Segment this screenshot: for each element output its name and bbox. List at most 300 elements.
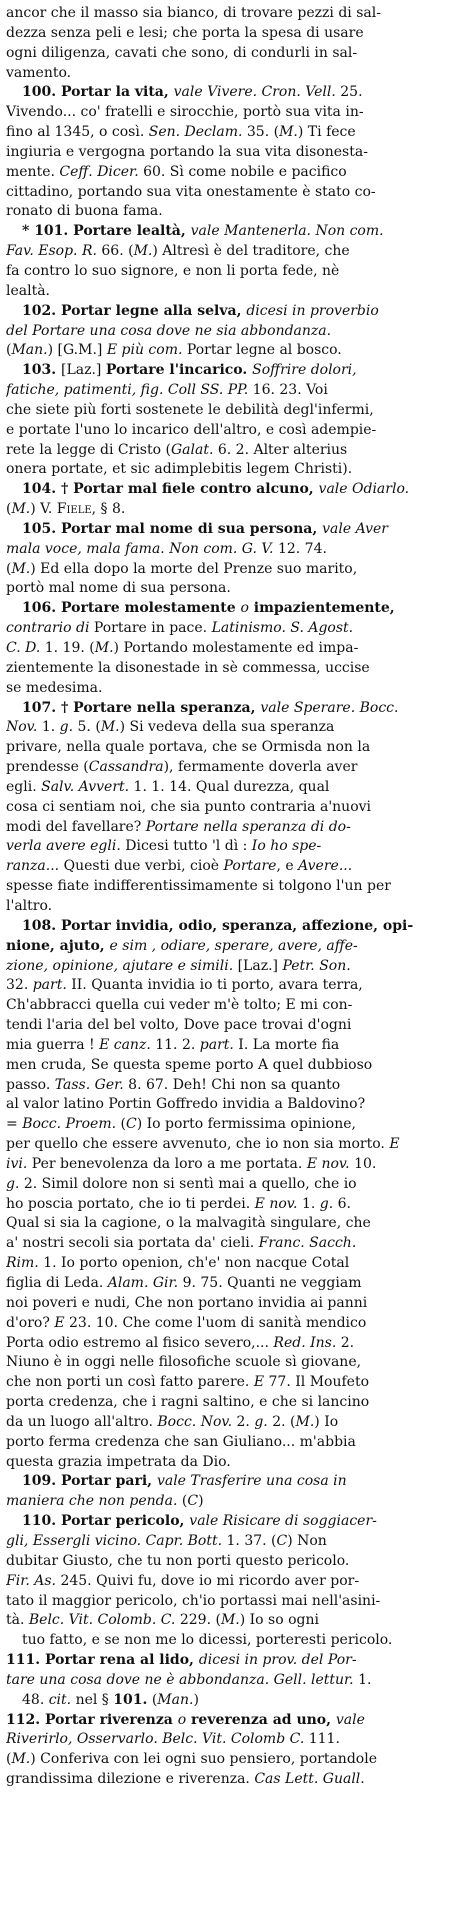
italic-text: E (253, 1374, 265, 1391)
body-text: 245. Quivi fu, dove io mi ricordo aver por- (56, 1572, 360, 1589)
body-text: II. Quanta invidia io ti porto, avara terra, (66, 977, 363, 994)
text-line (6, 123, 460, 143)
body-text: per quello che essere avvenuto, che io non sia morto. (6, 1136, 390, 1153)
body-text: ) (193, 1691, 199, 1708)
italic-text: Sen. Declam. (148, 124, 243, 141)
body-text: zientemente la disonestade in sè commessa, uccise (6, 659, 370, 676)
text-line (6, 1592, 460, 1612)
body-text: l'altro. (6, 897, 53, 914)
body-text: 1. 1. 14. Qual durezza, qual (129, 778, 330, 795)
body-text: ) Conferiva con lei ogni suo pensiero, portandole (30, 1751, 377, 1768)
body-text: ) Ed ella dopo la morte del Prenze suo marito, (30, 560, 358, 577)
italic-text: Alam. Gir. (107, 1275, 179, 1291)
italic-text: E (54, 1314, 65, 1331)
body-text: ) Io (314, 1413, 339, 1430)
entry-first-line (6, 1691, 460, 1711)
text-line (6, 877, 460, 897)
body-text: questa grazia impetrata da Dio. (6, 1453, 231, 1470)
text-line (6, 1353, 460, 1373)
text-line (6, 639, 460, 659)
body-text: porta credenza, che i ragni saltino, e che si lancino (6, 1394, 370, 1411)
body-text: 1. 37. ( (222, 1532, 277, 1549)
text-line (6, 897, 460, 917)
italic-text: Rim. (6, 1255, 39, 1272)
body-text: 6. 2. Alter alterius (213, 441, 348, 458)
text-line (6, 1711, 460, 1731)
text-line (6, 1611, 460, 1631)
headword: 102. Portar legne alla selva, (22, 302, 247, 319)
body-text: 16. 23. Voi (248, 382, 328, 399)
text-line (6, 1373, 460, 1393)
text-line (6, 1651, 460, 1671)
italic-text: Fir. As. (6, 1572, 56, 1589)
italic-text: mala voce, mala fama. Non com. G. V. (6, 540, 274, 557)
text-line (6, 540, 460, 560)
italic-text: ranza... (6, 858, 60, 875)
text-line (6, 1750, 460, 1770)
body-text: tà. (6, 1612, 29, 1629)
body-text: 1. (353, 1671, 372, 1688)
italic-text: Tass. Ger. (54, 1076, 124, 1093)
body-text: Dicesi tutto 'l dì : (120, 838, 252, 855)
entry-first-line (6, 361, 460, 381)
italic-text: E canz. (99, 1036, 151, 1053)
body-text: Portar legne al bosco. (182, 342, 342, 359)
body-text: ), fermamente doverla aver (163, 759, 358, 776)
text-line (6, 401, 460, 421)
text-column (6, 4, 460, 1790)
body-text: porto ferma credenza che san Giuliano... m'abbia (6, 1433, 356, 1450)
text-line (6, 242, 460, 262)
text-line (6, 64, 460, 84)
italic-text: dicesi in proverbio (246, 302, 379, 319)
body-text: d'oro? (6, 1314, 55, 1331)
italic-text: Ceff. Dicer. (59, 163, 139, 180)
body-text: 60. Sì come nobile e pacifico (138, 163, 347, 180)
body-text: ingiuria e vergogna portando la sua vita disonesta- (6, 143, 368, 160)
text-line (6, 738, 460, 758)
text-line (6, 1671, 460, 1691)
body-text: Vivendo... co' fratelli e sirocchie, portò sua vita in- (6, 104, 364, 121)
text-line (6, 579, 460, 599)
text-line (6, 976, 460, 996)
text-line (6, 778, 460, 798)
body-text: 6. (333, 1195, 351, 1212)
italic-text: Latinismo. S. Agost. (211, 620, 354, 637)
body-text: 35. ( (242, 124, 280, 141)
italic-text: Portare (223, 858, 277, 875)
text-line (6, 1234, 460, 1254)
body-text: ) Si vedeva della sua speranza (119, 719, 335, 736)
body-text: ogni diligenza, cavati che sono, di condurli in sal- (6, 44, 358, 61)
body-text: Ch'abbracci quella cui veder m'è tolto; E mi con- (6, 997, 353, 1014)
body-text: 48. (22, 1691, 49, 1708)
text-line (6, 1730, 460, 1750)
text-line (6, 837, 460, 857)
body-text: 2. (336, 1334, 355, 1351)
italic-text: part. (32, 977, 67, 994)
headword: 103. (22, 362, 61, 379)
body-text: privare, nella quale portava, che se Ormisda non la (6, 739, 371, 756)
body-text: 10. (349, 1155, 377, 1172)
text-line (6, 659, 460, 679)
body-text: dezza senza peli e lesi; che porta la spesa di usare (6, 24, 364, 41)
body-text: lealtà. (6, 282, 51, 299)
text-line (6, 143, 460, 163)
body-text: ancor che il masso sia bianco, di trovare pezzi di sal- (6, 5, 381, 21)
text-line (6, 1214, 460, 1234)
entry-first-line (6, 302, 460, 322)
italic-text: fatiche, patimenti, fig. Coll SS. PP. (6, 382, 249, 399)
body-text: 1. Io porto openion, ch'e' non nacque Cotal (38, 1255, 350, 1272)
text-line (6, 1274, 460, 1294)
italic-text: M. (11, 1751, 31, 1768)
body-text: ( (116, 1116, 126, 1133)
italic-text: vale Mantenerla. Non com. (190, 223, 384, 240)
entry-first-line (6, 917, 460, 937)
body-text: [Laz.] (233, 957, 283, 974)
text-line (6, 441, 460, 461)
text-line (6, 857, 460, 877)
body-text: 66. ( (96, 243, 134, 260)
body-text: Porta odio estremo al fisico severo,... (6, 1334, 274, 1351)
headword: 105. Portar mal nome di sua persona, (22, 520, 323, 537)
italic-text: o (177, 1711, 187, 1728)
entry-first-line (6, 222, 460, 242)
entry-first-line (6, 1512, 460, 1532)
italic-text: gli, Essergli vicino. Capr. Bott. (6, 1532, 223, 1549)
body-text: 11. 2. (150, 1036, 200, 1053)
italic-text: Portare nella speranza di do- (145, 818, 351, 835)
body-text: , e (276, 858, 299, 875)
text-line (6, 1175, 460, 1195)
headword: * 101. Portare lealtà, (22, 223, 191, 240)
text-line (6, 163, 460, 183)
text-line (6, 937, 460, 957)
italic-text: dicesi in prov. del Por- (198, 1652, 357, 1669)
text-line (6, 1393, 460, 1413)
italic-text: E nov. (254, 1195, 298, 1212)
italic-text: vale Vivere. Cron. Vell. (173, 84, 341, 101)
italic-text: Petr. Son. (282, 957, 351, 974)
entry-first-line (6, 699, 460, 719)
body-text: 111. (304, 1731, 340, 1748)
italic-text: C. D. (6, 640, 41, 656)
italic-text: E (389, 1136, 400, 1153)
text-line (6, 798, 460, 818)
italic-text: vale (335, 1711, 365, 1728)
italic-text: M. (11, 501, 31, 518)
body-text: , § 8. (91, 501, 126, 518)
italic-text: Bocc. Nov. (157, 1413, 233, 1430)
headword: 101. (113, 1691, 148, 1708)
body-text: Questi due verbi, cioè (59, 858, 224, 875)
body-text: 25. (340, 84, 363, 101)
headword: nione, ajuto, (6, 937, 110, 954)
body-text: 2. ( (267, 1413, 296, 1430)
italic-text: maniera che non penda. (6, 1493, 178, 1510)
body-text: prendesse ( (6, 759, 89, 776)
text-line (6, 1056, 460, 1076)
body-text: grandissima dilezione e riverenza. (6, 1771, 255, 1788)
body-text: 12. 74. (273, 540, 327, 557)
text-line (6, 1155, 460, 1175)
body-text: al valor latino Portin Goffredo invidia a Baldovino? (6, 1096, 366, 1113)
italic-text: Franc. Sacch. (258, 1235, 357, 1252)
text-line (6, 1492, 460, 1512)
text-line (6, 1036, 460, 1056)
text-line (6, 1076, 460, 1096)
italic-text: Avere... (298, 858, 353, 875)
body-text: passo. (6, 1076, 55, 1093)
italic-text: e sim , odiare, sperare, avere, affe- (109, 937, 358, 954)
entry-first-line (6, 599, 460, 619)
entry-first-line (6, 83, 460, 103)
body-text: Portare in pace. (89, 620, 212, 637)
body-text: mia guerra ! (6, 1036, 100, 1053)
body-text: dubitar Giusto, che tu non porti questo pericolo. (6, 1552, 350, 1569)
body-text: [Laz.] (60, 362, 106, 379)
headword: 111. Portar rena al lido, (6, 1652, 199, 1669)
italic-text: Red. Ins. (273, 1334, 337, 1351)
italic-text: E più com. (106, 342, 183, 359)
text-line (6, 619, 460, 639)
body-text: modi del favellare? (6, 818, 146, 835)
text-line (6, 202, 460, 222)
body-text: 1. 19. ( (40, 640, 95, 656)
body-text: onera portate, et sic adimplebitis legem Christi). (6, 461, 353, 478)
headword: 107. † Portare nella speranza, (22, 699, 261, 716)
text-line (6, 718, 460, 738)
text-line (6, 957, 460, 977)
text-line (6, 381, 460, 401)
body-text: ho poscia portato, che io ti perdei. (6, 1195, 255, 1212)
text-line (6, 1334, 460, 1354)
italic-text: Fav. Esop. R. (6, 243, 97, 260)
italic-text: g. (254, 1413, 268, 1430)
body-text: 1. (37, 719, 60, 736)
headword: 110. Portar pericolo, (22, 1513, 190, 1530)
body-text: ronato di buona fama. (6, 203, 163, 220)
text-line (6, 679, 460, 699)
italic-text: M. (11, 560, 31, 577)
text-line (6, 560, 460, 580)
body-text: 23. 10. Che come l'uom di sanità mendico (64, 1314, 367, 1331)
italic-text: tare una cosa dove ne è abbondanza. Gell. lettur. (6, 1671, 354, 1688)
body-text: ( (6, 560, 12, 577)
headword: impazientemente, (248, 600, 395, 617)
text-line (6, 1572, 460, 1592)
italic-text: M. (100, 719, 120, 736)
italic-text: vale Trasferire una cosa in (156, 1473, 347, 1490)
text-line (6, 758, 460, 778)
headword: 112. Portar riverenza (6, 1711, 178, 1728)
body-text: 5. ( (73, 719, 101, 736)
body-text: noi poveri e nudi, Che non portano invidia ai panni (6, 1294, 368, 1311)
italic-text: M. (279, 124, 298, 141)
entry-first-line (6, 1631, 460, 1651)
body-text: tuo fatto, e se non me lo dicessi, porteresti pericolo. (22, 1632, 393, 1649)
text-line (6, 1195, 460, 1215)
body-text: = (6, 1116, 23, 1133)
text-line (6, 341, 460, 361)
headword: Portare l'incarico. (105, 362, 253, 379)
body-text: da un luogo all'altro. (6, 1413, 158, 1430)
italic-text: M. (94, 640, 114, 656)
text-line (6, 460, 460, 480)
body-text: e portate l'uno lo incarico dell'altro, e così adempie- (6, 421, 377, 438)
body-text: ( (147, 1691, 158, 1708)
text-line (6, 4, 460, 24)
text-line (6, 1294, 460, 1314)
italic-text: M. (220, 1612, 240, 1629)
body-text: 9. 75. Quanti ne veggiam (178, 1275, 362, 1291)
body-text: tendi l'aria del bel volto, Dove pace trovai d'ogni (6, 1017, 352, 1034)
body-text: vamento. (6, 64, 72, 81)
body-text: ) Non (287, 1532, 327, 1549)
italic-text: M. (295, 1413, 315, 1430)
body-text: Qual si sia la cagione, o la malvagità singulare, che (6, 1215, 371, 1232)
body-text: Fiele (56, 501, 92, 518)
italic-text: vale Sperare. Bocc. (260, 699, 399, 716)
body-text: rete la legge di Cristo ( (6, 441, 171, 458)
italic-text: M. (133, 243, 153, 260)
headword: 109. Portar pari, (22, 1473, 157, 1490)
body-text: mente. (6, 163, 60, 180)
headword: 104. † Portar mal fiele contro alcuno, (22, 481, 319, 498)
body-text: che non porti un così fatto parere. (6, 1374, 254, 1391)
body-text: tato il maggior pericolo, ch'io portassi mai nell'asini- (6, 1592, 381, 1609)
body-text: Per benevolenza da loro a me portata. (27, 1155, 307, 1172)
body-text: egli. (6, 778, 42, 795)
text-line (6, 322, 460, 342)
italic-text: cit. (48, 1691, 72, 1708)
body-text: fa contro lo suo signore, e non li porta fede, nè (6, 262, 340, 279)
italic-text: C (276, 1532, 288, 1549)
text-line (6, 1413, 460, 1433)
body-text: nel § (71, 1691, 114, 1708)
text-line (6, 1532, 460, 1552)
italic-text: Man. (157, 1691, 194, 1708)
headword: 100. Portar la vita, (22, 84, 174, 101)
italic-text: del Portare una cosa dove ne sia abbondanza. (6, 322, 332, 339)
italic-text: Man. (11, 342, 48, 359)
headword: 106. Portare molestamente (22, 600, 241, 617)
italic-text: Galat. (170, 441, 214, 458)
italic-text: Nov. (6, 719, 38, 736)
italic-text: Bocc. Proem. (22, 1116, 117, 1133)
text-line (6, 1453, 460, 1473)
body-text: 32. (6, 977, 33, 994)
text-line (6, 282, 460, 302)
italic-text: Cassandra (88, 759, 164, 776)
italic-text: vale Aver (322, 520, 388, 537)
text-line (6, 103, 460, 123)
italic-text: o (240, 600, 249, 617)
italic-text: Soffrire dolori, (252, 362, 357, 379)
body-text: figlia di Leda. (6, 1275, 108, 1291)
italic-text: vale Odiarlo. (318, 481, 410, 498)
italic-text: E nov. (306, 1155, 350, 1172)
italic-text: Io ho spe- (251, 838, 322, 855)
body-text: ( (177, 1493, 188, 1510)
body-text: a' nostri secoli sia portata da' cieli. (6, 1235, 259, 1252)
italic-text: C (187, 1493, 199, 1510)
text-line (6, 262, 460, 282)
italic-text: Salv. Avvert. (41, 778, 130, 795)
body-text: ) Io so ogni (239, 1612, 320, 1629)
entry-first-line (6, 1472, 460, 1492)
body-text: I. La morte fia (233, 1036, 340, 1053)
body-text: ) [G.M.] (47, 342, 107, 359)
body-text: men cruda, Se questa speme porto A quel dubbioso (6, 1056, 373, 1073)
body-text: ) V. (30, 501, 57, 518)
text-line (6, 1095, 460, 1115)
body-text: 2. (232, 1413, 255, 1430)
italic-text: Riverirlo, Osservarlo. Belc. Vit. Colomb C. (6, 1731, 305, 1748)
text-line (6, 996, 460, 1016)
body-text: 2. Simil dolore non si sentì mai a quello, che io (19, 1175, 357, 1192)
italic-text: g. (319, 1195, 334, 1212)
body-text: spesse fiate indifferentissimamente si tolgono l'un per (6, 878, 391, 895)
body-text: cittadino, portando sua vita onestamente è stato co- (6, 183, 376, 200)
body-text: 1. (297, 1195, 320, 1212)
text-line (6, 183, 460, 203)
italic-text: verla avere egli. (6, 838, 121, 855)
body-text: ) (198, 1493, 204, 1510)
body-text: ( (6, 1751, 12, 1768)
text-line (6, 1016, 460, 1036)
text-line (6, 1314, 460, 1334)
text-line (6, 1770, 460, 1790)
text-line (6, 818, 460, 838)
headword: reverenza ad uno, (186, 1711, 336, 1728)
text-line (6, 1552, 460, 1572)
body-text: che siete più forti sostenete le debilità degl'infermi, (6, 401, 374, 418)
body-text: ( (6, 501, 12, 518)
text-line (6, 1135, 460, 1155)
body-text: ) Altresì è del traditore, che (152, 243, 350, 260)
body-text: portò mal nome di sua persona. (6, 580, 231, 597)
text-line (6, 1433, 460, 1453)
body-text: ( (6, 342, 12, 359)
italic-text: Cas Lett. Guall. (254, 1771, 365, 1788)
italic-text: g. (59, 719, 74, 736)
text-line (6, 1115, 460, 1135)
italic-text: part. (199, 1036, 234, 1053)
entry-first-line (6, 520, 460, 540)
italic-text: zione, opinione, ajutare e simili. (6, 957, 234, 974)
body-text: cosa ci sentiam noi, che sia punto contraria a'nuovi (6, 798, 372, 815)
text-line (6, 500, 460, 520)
body-text: 77. Il Moufeto (264, 1374, 370, 1391)
body-text: Niuno è in oggi nelle filosofiche scuole sì giovane, (6, 1354, 362, 1371)
headword: 108. Portar invidia, odio, speranza, affezione, opi- (22, 917, 414, 934)
entry-first-line (6, 480, 460, 500)
italic-text: ivi. (6, 1155, 28, 1172)
text-line (6, 421, 460, 441)
italic-text: g. (6, 1175, 20, 1192)
body-text: ) Ti fece (297, 124, 356, 141)
italic-text: C (125, 1116, 137, 1133)
body-text: 229. ( (175, 1612, 221, 1629)
body-text: ) Portando molestamente ed impa- (113, 640, 359, 656)
italic-text: contrario di (6, 620, 90, 637)
text-line (6, 24, 460, 44)
body-text: se medesima. (6, 679, 103, 696)
italic-text: Belc. Vit. Colomb. C. (28, 1612, 176, 1629)
italic-text: vale Risicare di soggiacer- (189, 1513, 377, 1530)
